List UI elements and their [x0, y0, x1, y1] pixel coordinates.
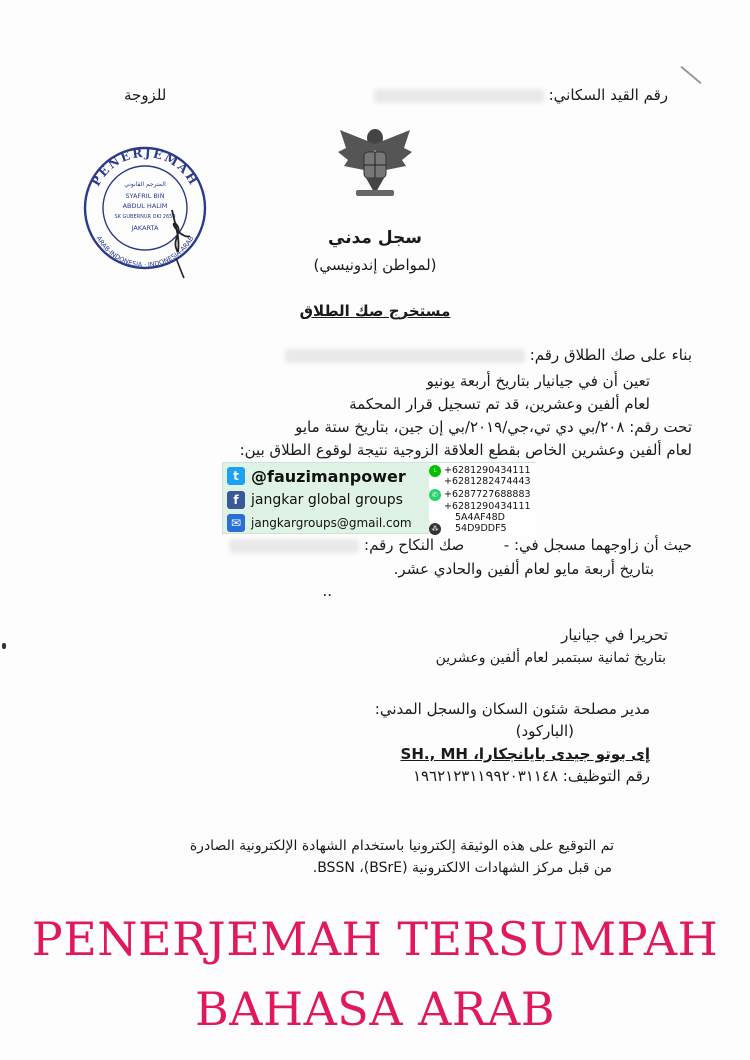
garuda-emblem: [334, 124, 416, 202]
phone-2[interactable]: +6281282474443: [444, 476, 531, 487]
official-name: إى بوتو جيدى بايانجكارا، SH., MH: [400, 745, 650, 763]
email-address[interactable]: jangkargroups@gmail.com: [251, 516, 412, 530]
body-line-1: بناء على صك الطلاق رقم:: [285, 346, 692, 364]
whatsapp-icon: ✆: [429, 489, 441, 501]
phone-1[interactable]: +6281290434111: [444, 465, 531, 476]
marriage-date-line: بتاريخ أربعة مايو لعام ألفين والحادي عشر.: [393, 560, 654, 578]
residence-label: رقم القيد السكاني:: [548, 86, 668, 104]
svg-text:ARAB-INDONESIA · INDONESIA-ARA: ARAB-INDONESIA · INDONESIA-ARAB: [94, 234, 196, 269]
edge-mark: [2, 643, 6, 649]
registry-subtitle: (لمواطن إندونيسي): [313, 256, 437, 274]
redacted-field: [374, 89, 544, 103]
body-line-2: تعين أن في جيانيار بتاريخ أربعة يونيو: [426, 372, 650, 390]
body-line-4: تحت رقم: ٢٠٨/بي دي تي،جي/٢٠١٩/بي إن جين، بتاريخ ستة مايو: [295, 418, 692, 436]
svg-text:SYAFRIL BIN: SYAFRIL BIN: [125, 192, 165, 200]
body-line-5: لعام ألفين وعشرين الخاص بقطع العلاقة الزوجية نتيجة لوقوع الطلاق بين:: [239, 441, 692, 459]
svg-text:ABDUL HALIM: ABDUL HALIM: [122, 202, 168, 210]
redacted-field: [469, 539, 499, 553]
document-title: مستخرج صك الطلاق: [299, 302, 451, 320]
bbm-pin-1[interactable]: 5A4AF48D: [455, 512, 505, 523]
director-line: مدير مصلحة شئون السكان والسجل المدني:: [374, 700, 650, 718]
esign-line-1: تم التوقيع على هذه الوثيقة إلكترونيا باستخدام الشهادة الإلكترونية الصادرة: [189, 838, 614, 854]
facebook-name[interactable]: jangkar global groups: [251, 492, 403, 508]
bbm-pin-2[interactable]: 54D9DDF5: [455, 523, 507, 534]
svg-text:المترجم القانوني: المترجم القانوني: [124, 181, 166, 188]
marriage-line: حيث أن زاوجهما مسجل في: - صك النكاح رقم:: [229, 536, 692, 554]
facebook-icon: f: [227, 491, 245, 509]
esign-line-2: من قبل مركز الشهادات الالكترونية (BSrE)، BSSN.: [312, 860, 612, 876]
date-line: بتاريخ ثمانية سبتمبر لعام ألفين وعشرين: [435, 650, 666, 666]
twitter-icon: t: [227, 467, 245, 485]
body-line-3: لعام ألفين وعشرين، قد تم تسجيل قرار المحكمة: [349, 395, 650, 413]
barcode-line: (الباركود): [515, 722, 574, 740]
redacted-field: [285, 349, 525, 363]
footer-line-1: PENERJEMAH TERSUMPAH: [31, 912, 719, 966]
footer-line-2: BAHASA ARAB: [194, 982, 556, 1036]
contact-numbers: [429, 463, 537, 535]
dots: ..: [322, 582, 332, 600]
svg-text:JAKARTA: JAKARTA: [131, 224, 159, 232]
instagram-handle[interactable]: @fauzimanpower: [251, 466, 406, 486]
redacted-field: [229, 539, 359, 553]
contact-banner: [222, 462, 536, 534]
residence-number-line: [374, 86, 668, 104]
registry-title: سجل مدني: [328, 228, 422, 248]
line-icon: L: [429, 465, 441, 477]
place-line: تحريرا في جيانيار: [561, 626, 668, 644]
bbm-icon: ⁂: [429, 523, 441, 535]
phone-4[interactable]: +6281290434111: [444, 501, 531, 512]
svg-text:SK GUBERNUR DKI 2659: SK GUBERNUR DKI 2659: [114, 214, 176, 220]
email-icon: ✉: [227, 514, 245, 532]
for-wife-label: للزوجة: [124, 86, 167, 104]
corner-mark: [680, 66, 701, 84]
svg-text:PENERJEMAH: PENERJEMAH: [88, 145, 202, 189]
nip-line: رقم التوظيف: ١٩٦٢١٢٣١١٩٩٢٠٣١١٤٨: [412, 767, 650, 785]
phone-3[interactable]: +6287727688883: [444, 489, 531, 500]
